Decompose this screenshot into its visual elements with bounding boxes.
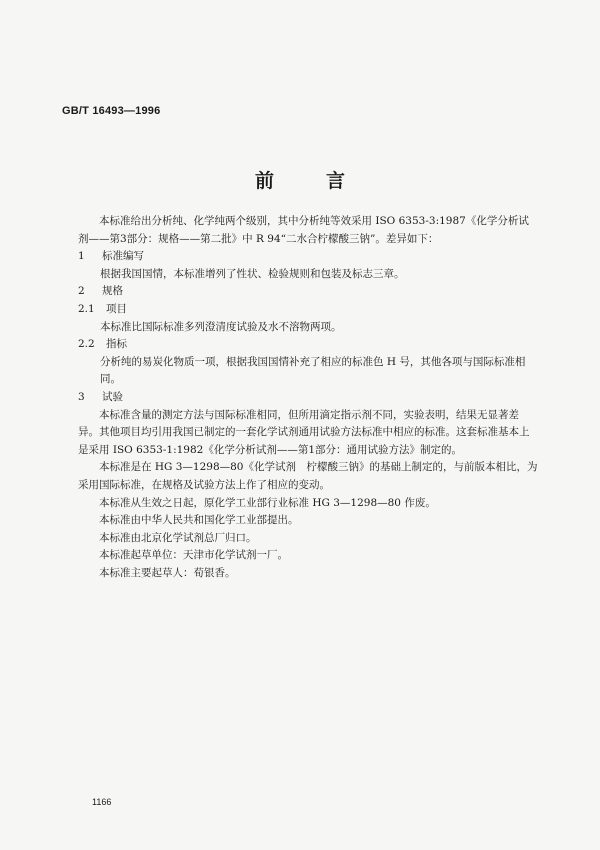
- section-1-text: 根据我国国情，本标准增列了性状、检验规则和包装及标志三章。: [100, 267, 405, 280]
- section-3-text: 本标准含量的测定方法与国际标准相同，但所用滴定指示剂不同，实验表明，结果无显著差异。其他项目均引用我国已制定的一套化学试剂通用试验方法标准中相应的标准。这套标准基本上是采用 ISO 6353-1:1982《化学分析试剂——第1部分：通用试验方法》制定的。: [78, 408, 530, 456]
- section-number: 2: [78, 285, 85, 298]
- section-number: 2.1: [78, 302, 95, 315]
- section-1-heading: [78, 248, 538, 266]
- section-title: 规格: [102, 285, 123, 298]
- document-body: [78, 213, 538, 582]
- section-2-2-text: 分析纯的易炭化物质一项，根据我国国情补充了相应的标准色 H 号，其他各项与国际标准相同。: [100, 355, 526, 386]
- basis-paragraph: 本标准是在 HG 3—1298—80《化学试剂 柠檬酸三钠》的基础上制定的，与前版本相比，为采用国际标准，在规格及试验方法上作了相应的变动。: [78, 461, 538, 491]
- centralized-paragraph: 本标准由北京化学试剂总厂归口。: [99, 531, 257, 544]
- section-number: 1: [78, 250, 85, 263]
- page-title: 前言: [254, 170, 397, 192]
- section-title: 指标: [106, 338, 127, 351]
- intro-paragraph: 本标准给出分析纯、化学纯两个级别，其中分析纯等效采用 ISO 6353-3:1987《化学分析试剂——第3部分：规格——第二批》中 R 94“二水合柠檬酸三钠”。差异如下：: [78, 215, 529, 245]
- section-number: 3: [78, 390, 85, 403]
- section-2-1-text: 本标准比国际标准多列澄清度试验及水不溶物两项。: [100, 320, 342, 333]
- section-3-heading: [78, 389, 538, 407]
- section-2-1-heading: [78, 301, 538, 319]
- section-2-2-heading: [78, 336, 538, 354]
- drafting-unit-paragraph: 本标准起草单位：天津市化学试剂一厂。: [99, 549, 288, 562]
- section-title: 试验: [102, 390, 123, 403]
- effective-paragraph: 本标准从生效之日起，原化学工业部行业标准 HG 3—1298—80 作废。: [99, 496, 436, 509]
- section-2-heading: [78, 283, 538, 301]
- page-number: 1166: [92, 797, 112, 807]
- section-title: 标准编写: [102, 250, 144, 263]
- section-number: 2.2: [78, 338, 95, 351]
- proposed-paragraph: 本标准由中华人民共和国化学工业部提出。: [99, 514, 299, 527]
- section-title: 项目: [106, 302, 127, 315]
- standard-code: GB/T 16493—1996: [62, 105, 161, 117]
- drafters-paragraph: 本标准主要起草人：荀银香。: [99, 566, 236, 579]
